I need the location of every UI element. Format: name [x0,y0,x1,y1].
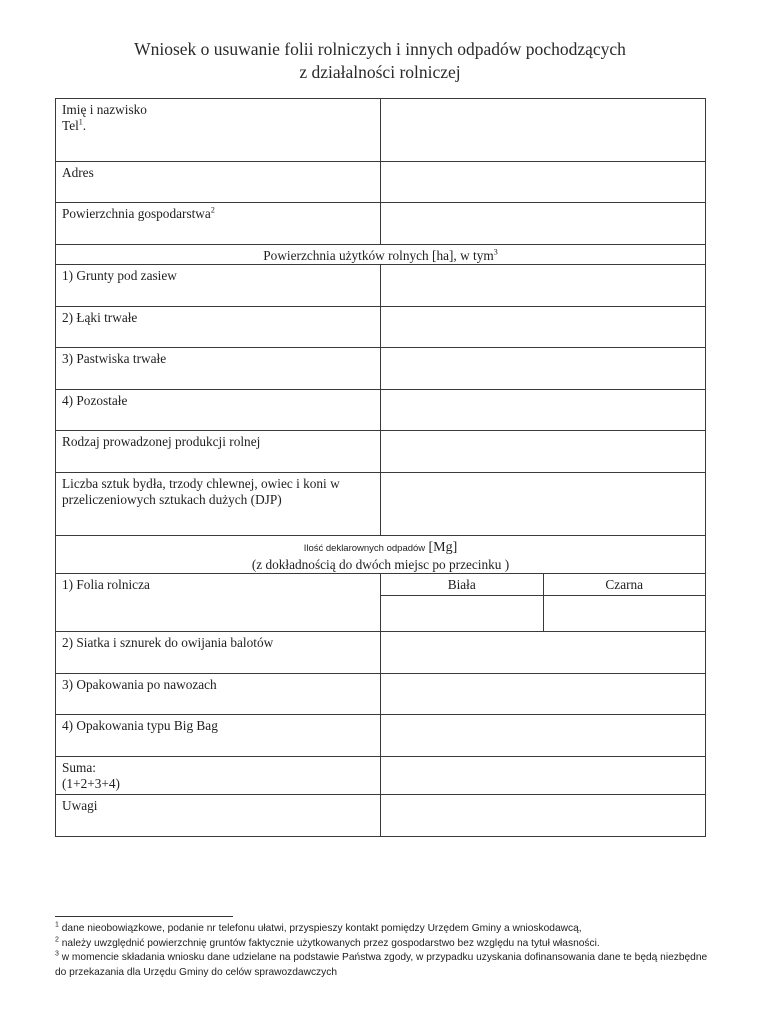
label-name-phone [56,99,381,162]
field-pastures[interactable] [381,348,706,390]
row-land-sown [56,265,706,307]
label-other-land: 4) Pozostałe [56,390,381,431]
label-notes: Uwagi [56,795,381,837]
foil-color-subtable [381,574,705,631]
field-meadows[interactable] [381,307,706,348]
waste-header-line2: (z dokładnością do dwóch miejsc po przecinku ) [251,557,510,572]
field-address[interactable] [381,162,706,203]
field-fertilizer-packaging[interactable] [381,674,706,715]
section-waste-header [56,536,706,574]
label-land-sown: 1) Grunty pod zasiew [56,265,381,307]
field-big-bag[interactable] [381,715,706,757]
row-other-land [56,390,706,431]
field-foil-white[interactable] [381,596,543,632]
waste-header-line1: Ilość deklarownych odpadów [Mg] [303,540,458,555]
footnote-3: $^3$ w momencie składania wniosku dane udzielane na podstawie Państwa zgody, w przypadku uzyskania dofinansowania dane te będą niezbędne do przekazania dla Urzędu Gminy do celów sprawozdawczych [55,950,708,978]
application-form-table [55,98,706,837]
row-meadows [56,307,706,348]
label-address: Adres [56,162,381,203]
row-agricultural-foil [56,574,706,632]
footnote-ref-3: 3 [493,247,498,257]
foil-black-header: Czarna [543,574,705,596]
field-net-twine[interactable] [381,632,706,674]
label-agricultural-foil: 1) Folia rolnicza [56,574,381,632]
label-phone: Tel$^1$. [62,117,87,133]
field-livestock[interactable] [381,473,706,536]
footnote-ref-2: 2 [210,205,215,215]
field-foil-black[interactable] [543,596,705,632]
label-production-type: Rodzaj prowadzonej produkcji rolnej [56,431,381,473]
label-sum-formula: (1+2+3+4) [62,776,120,791]
foil-color-cell [381,574,706,632]
field-notes[interactable] [381,795,706,837]
row-big-bag [56,715,706,757]
footnote-divider [55,916,233,917]
field-land-sown[interactable] [381,265,706,307]
row-ag-land-header [56,245,706,265]
row-net-twine [56,632,706,674]
row-waste-header [56,536,706,574]
label-fertilizer-packaging: 3) Opakowania po nawozach [56,674,381,715]
label-farm-area: Powierzchnia gospodarstwa$^2$ [56,203,381,245]
row-production-type [56,431,706,473]
label-net-twine: 2) Siatka i sznurek do owijania balotów [56,632,381,674]
label-sum [56,757,381,795]
label-big-bag: 4) Opakowania typu Big Bag [56,715,381,757]
form-title-line2: z działalności rolniczej [299,62,461,82]
field-production-type[interactable] [381,431,706,473]
row-sum [56,757,706,795]
row-name-phone [56,99,706,162]
row-fertilizer-packaging [56,674,706,715]
form-title-line1: Wniosek o usuwanie folii rolniczych i innych odpadów pochodzących [134,39,626,59]
field-name-phone[interactable] [381,99,706,162]
footnotes [55,922,715,980]
label-sum-title: Suma: [62,760,96,775]
field-farm-area[interactable] [381,203,706,245]
footnote-ref-1: 1 [78,117,83,127]
foil-white-header: Biała [381,574,543,596]
field-sum[interactable] [381,757,706,795]
row-address [56,162,706,203]
section-ag-land-header: Powierzchnia użytków rolnych [ha], w tym$^3$ [56,245,706,265]
field-other-land[interactable] [381,390,706,431]
footnote-1: $^1$ dane nieobowiązkowe, podanie nr telefonu ułatwi, przyspieszy kontakt pomiędzy Urzędem Gminy a wnioskodawcą, [55,921,582,934]
row-livestock [56,473,706,536]
label-name: Imię i nazwisko [62,102,147,117]
form-title [0,38,760,84]
row-pastures [56,348,706,390]
label-livestock: Liczba sztuk bydła, trzody chlewnej, owiec i koni w przeliczeniowych sztukach dużych (DJP) [56,473,381,536]
row-farm-area [56,203,706,245]
footnote-2: $^2$ należy uwzględnić powierzchnię gruntów faktycznie użytkowanych przez gospodarstwo bez względu na tytuł własności. [55,936,600,949]
label-pastures: 3) Pastwiska trwałe [56,348,381,390]
label-meadows: 2) Łąki trwałe [56,307,381,348]
row-notes [56,795,706,837]
